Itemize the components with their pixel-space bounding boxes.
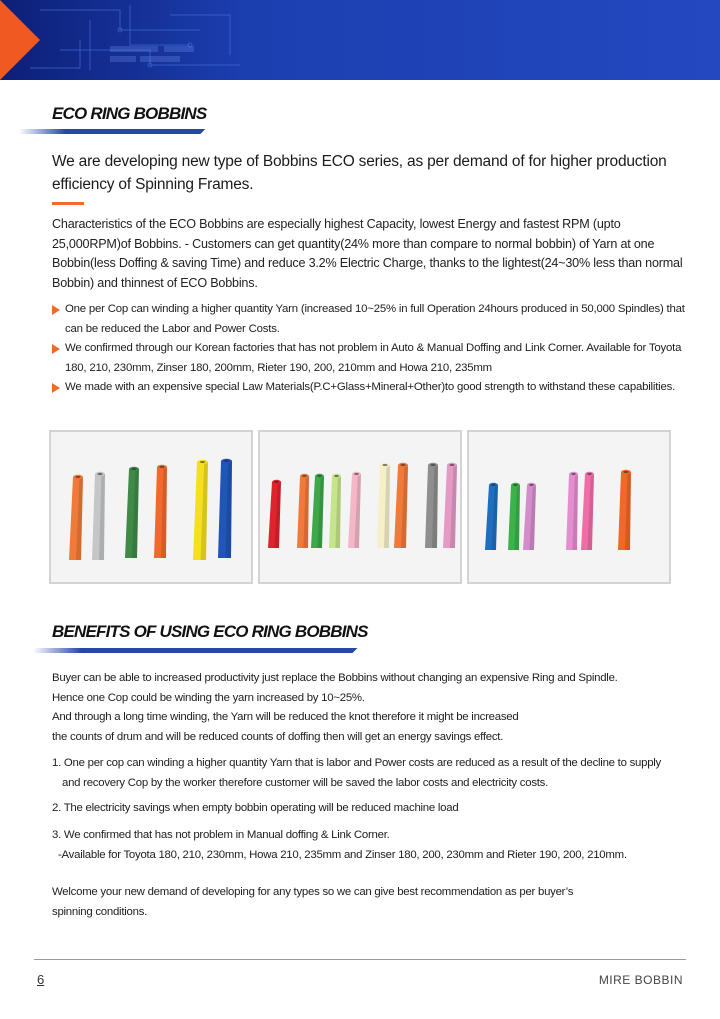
list-item: We confirmed through our Korean factories that has not problem in Auto & Manual Doffing and Link Corner. Available for Toyota 180, 210, 230mm, Zinser 180, 200mm, Rieter 190, 200, 210mm and Howa 210, 235mm bbox=[52, 339, 692, 378]
benefit-point-3: 3. We confirmed that has not problem in Manual doffing & Link Corner. -Available for Toyota 180, 210, 230mm, Howa 210, 235mm and Zinser 180, 200, 230mm and Rieter 190, 200, 210mm. bbox=[52, 829, 627, 861]
section-title-underline bbox=[0, 648, 390, 653]
benefits-intro: Buyer can be able to increased productivity just replace the Bobbins without changing an expensive Ring and Spindle. Hence one Cop could be winding the yarn increased by 10~25%. And through a long time winding, the Yarn will be reduced the knot therefore it might be increased the counts of drum and will be reduced counts of doffing then will get an energy savings effect. bbox=[52, 672, 618, 743]
feature-list bbox=[52, 300, 692, 398]
list-item: One per Cop can winding a higher quantity Yarn (increased 10~25% in full Operation 24hours produced in 50,000 Spindles) that can be reduced the Labor and Power Costs. bbox=[52, 300, 692, 339]
circuit-banner-graphic bbox=[0, 0, 720, 80]
triangle-bullet-icon bbox=[52, 305, 60, 315]
section-title-benefits: BENEFITS OF USING ECO RING BOBBINS bbox=[52, 622, 368, 641]
footer-divider bbox=[34, 959, 686, 960]
closing-statement: Welcome your new demand of developing for any types so we can give best recommendation as per buyer’s spinning conditions. bbox=[52, 886, 574, 918]
lead-accent-bar bbox=[52, 202, 84, 205]
page-number: 6 bbox=[37, 972, 45, 987]
benefit-point-1: 1. One per cop can winding a higher quantity Yarn that is labor and Power costs are reduced as a result of the decline to supply and recovery Cop by the worker therefore customer will be saved the labor costs and electricity costs. bbox=[52, 757, 662, 789]
characteristics-paragraph: Characteristics of the ECO Bobbins are especially highest Capacity, lowest Energy and fastest RPM (upto 25,000RPM)of Bobbins. - Customers can get quantity(24% more than compare to normal bobbin) of Yarn at one Bobbin(less Doffing & saving Time) and reduce 3.2% Electric Charge, thanks to the lightest(24~30% less than normal Bobbin) and thinnest of ECO Bobbins. bbox=[52, 217, 683, 290]
bobbin-photo-2 bbox=[258, 430, 462, 584]
bobbin-photo-1 bbox=[49, 430, 253, 584]
bobbin-photo-3 bbox=[467, 430, 671, 584]
brand-name: MIRE BOBBIN bbox=[598, 973, 683, 987]
section-title-eco-ring-bobbins: ECO RING BOBBINS bbox=[52, 104, 207, 123]
lead-statement: We are developing new type of Bobbins ECO series, as per demand of for higher production efficiency of Spinning Frames. bbox=[52, 153, 667, 193]
benefit-point-2: 2. The electricity savings when empty bobbin operating will be reduced machine load bbox=[52, 802, 459, 814]
triangle-bullet-icon bbox=[52, 383, 60, 393]
list-item: We made with an expensive special Law Materials(P.C+Glass+Mineral+Other)to good strength to withstand these capabilities. bbox=[52, 378, 692, 398]
section-title-underline bbox=[0, 129, 224, 134]
header-banner bbox=[0, 0, 720, 80]
triangle-bullet-icon bbox=[52, 344, 60, 354]
